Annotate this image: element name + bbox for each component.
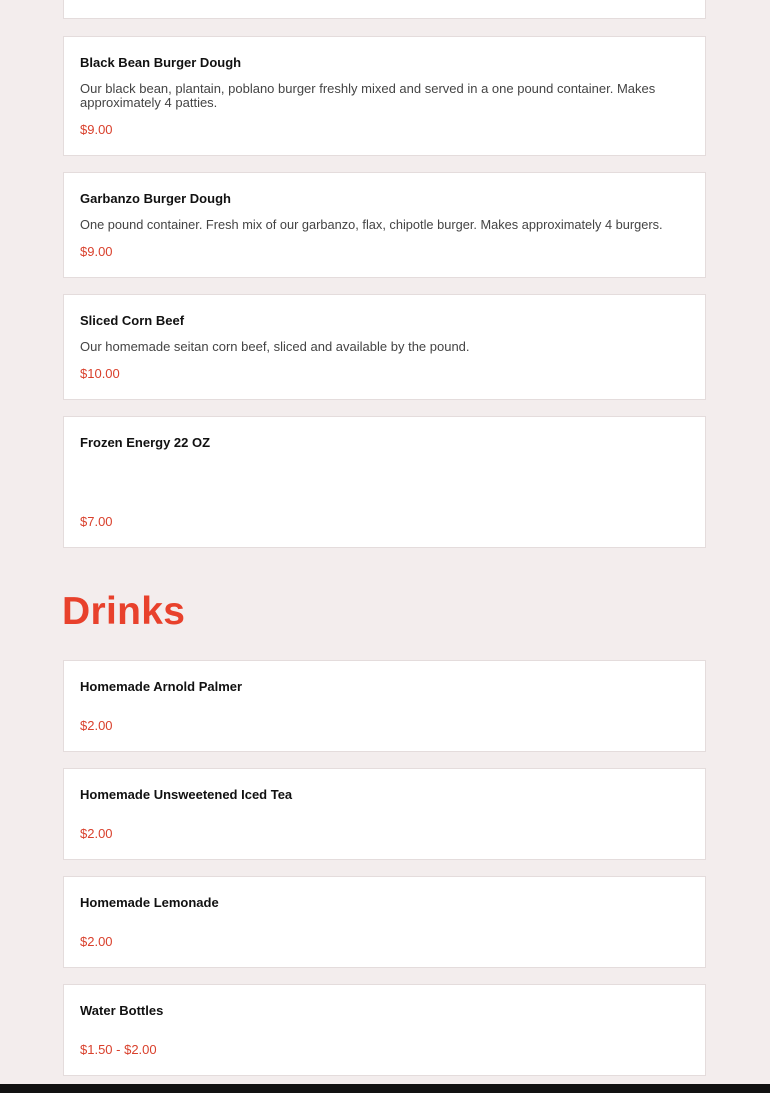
section-title-drinks: Drinks [62,590,186,633]
menu-item-description: One pound container. Fresh mix of our garbanzo, flax, chipotle burger. Makes approximately 4 burgers. [80,217,663,232]
menu-item-price: $2.00 [80,718,113,733]
menu-item-name: Homemade Unsweetened Iced Tea [80,787,293,802]
menu-item-name: Homemade Lemonade [80,895,219,910]
menu-item-price: $9.00 [80,122,113,137]
menu-item-price: $2.00 [80,826,113,841]
menu-item-card[interactable] [63,768,706,860]
menu-item-price: $7.00 [80,514,113,529]
menu-item-card[interactable] [63,294,706,400]
menu-item-card[interactable] [63,984,706,1076]
menu-item-price: $2.00 [80,934,113,949]
menu-item-description: Our homemade seitan corn beef, sliced and available by the pound. [80,339,470,354]
footer-bar [0,1084,770,1093]
menu-item-name: Water Bottles [80,1003,164,1018]
menu-item-price: $1.50 - $2.00 [80,1042,157,1057]
menu-item-name: Frozen Energy 22 OZ [80,435,211,450]
menu-item-card-partial[interactable] [63,0,706,19]
menu-item-card[interactable] [63,876,706,968]
menu-item-card[interactable] [63,416,706,548]
menu-item-price: $10.00 [80,366,120,381]
menu-item-price: $9.00 [80,244,113,259]
menu-item-name: Sliced Corn Beef [80,313,185,328]
menu-item-description: Our black bean, plantain, poblano burger freshly mixed and served in a one pound container. Makes approximately 4 patties. [80,81,656,110]
menu-item-card[interactable] [63,172,706,278]
menu-item-card[interactable] [63,660,706,752]
menu-item-name: Homemade Arnold Palmer [80,679,243,694]
menu-item-name: Black Bean Burger Dough [80,55,242,70]
menu-item-name: Garbanzo Burger Dough [80,191,231,206]
menu-item-card[interactable] [63,36,706,156]
